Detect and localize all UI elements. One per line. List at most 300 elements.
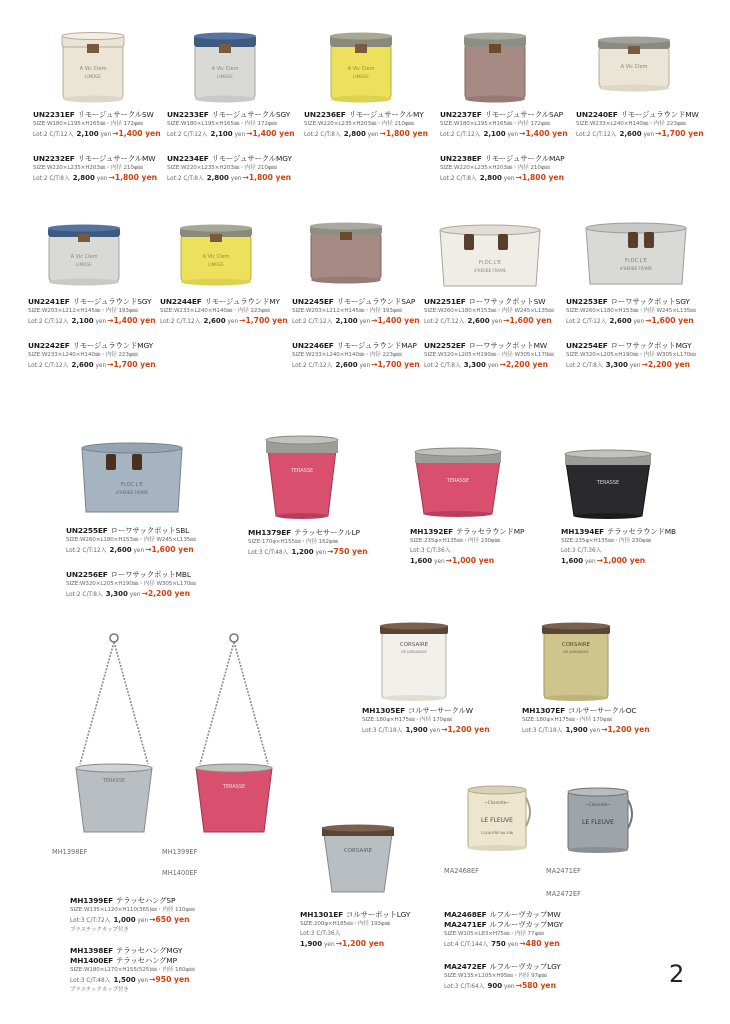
product-photo-mh1307ef — [542, 622, 610, 702]
product-entry: MH1379EF テラッセサークルLP SIZE:170φ×H155㎜・内径 162φ㎜ Lot:3 C/T:48入 1,200 yen→750 yen — [248, 528, 398, 558]
product-size: SIZE:W220×L235×H203㎜・内径 210φ㎜ — [440, 165, 550, 171]
lot-info: Lot:2 C/T:12入 — [566, 319, 607, 325]
product-size: SIZE:W320×L205×H190㎜・内径 W305×L170㎜ — [66, 581, 196, 587]
product-info-group — [304, 110, 454, 140]
product-code: UN2246EF — [292, 341, 334, 350]
product-name: リモージュラウンドMAP — [336, 341, 417, 350]
price-unit: yen — [133, 548, 145, 554]
product-code: UN2255EF — [66, 526, 108, 535]
pot-label: Fr.DC.L'E — [479, 260, 501, 266]
price-unit: yen — [589, 728, 601, 734]
list-price: 2,600 — [619, 130, 642, 138]
product-size: SIZE:235φ×H135㎜・内径 230φ㎜ — [561, 538, 652, 544]
product-entry: UN2233EF リモージュサークルSGY SIZE:W180×L195×H165㎜・内径 172φ㎜ Lot:2 C/T:12入 2,100 yen→1,400 yen — [167, 110, 317, 140]
product-code: UN2241EF — [28, 297, 70, 306]
photo-caption: MH1400EF — [162, 869, 198, 877]
lot-info: Lot:2 C/T:8入 — [424, 363, 461, 369]
lot-info: Lot:3 C/T:36入 — [561, 548, 602, 554]
product-entry: UN2246EF リモージュラウンドMAP SIZE:W233×L240×H140㎜・内径 223φ㎜ Lot:2 C/T:12入 2,600 yen→1,700 yen — [292, 341, 442, 371]
product-info-group — [300, 910, 450, 950]
price-unit: yen — [507, 942, 519, 948]
product-photo-ma2468ef — [462, 782, 534, 854]
list-price: 1,500 — [113, 976, 136, 984]
pot-label: LIMOGE — [76, 262, 92, 267]
product-entry: MH1305EF コルサーサークルW SIZE:180φ×H175㎜・内径 170φ㎜ Lot:3 C/T:18入 1,900 yen→1,200 yen — [362, 706, 512, 736]
product-photo-un2244ef — [180, 224, 252, 286]
product-name: ルフルーヴカップMW — [489, 910, 561, 919]
product-photo-mh1392ef — [414, 448, 502, 518]
product-size: SIZE:180φ×H175㎜・内径 170φ㎜ — [362, 717, 453, 723]
price-unit: yen — [491, 319, 503, 325]
pot-label: ~Charente~ — [484, 800, 510, 805]
pot-label: TERASSE — [446, 478, 470, 484]
list-price: 1,000 — [113, 916, 136, 924]
sale-price: 1,400 yen — [525, 129, 568, 138]
sale-price: 1,600 yen — [509, 316, 552, 325]
product-size: SIZE:W135×L120×H110(365)㎜・内径 110φ㎜ — [70, 907, 195, 913]
list-price: 1,900 — [565, 726, 588, 734]
list-price: 2,600 — [609, 317, 632, 325]
product-size: SIZE:W180×L170×H155(525)㎜・内径 160φ㎜ — [70, 967, 195, 973]
pot-label: LIMOGE — [353, 74, 369, 79]
product-info-group — [167, 110, 317, 184]
product-name: リモージュラウンドMW — [620, 110, 699, 119]
product-name: ルフルーヴカップLGY — [489, 962, 561, 971]
list-price: 1,600 — [410, 557, 433, 565]
pot-label: A Vic Clem — [620, 64, 648, 70]
product-note: プラスチックカップ付き — [70, 987, 129, 993]
price-unit: yen — [487, 363, 499, 369]
product-photo-un2233ef — [194, 32, 256, 102]
product-entry: UN2238EF リモージュサークルMAP SIZE:W220×L235×H203㎜・内径 210φ㎜ Lot:2 C/T:8入 2,800 yen→1,800 yen — [440, 154, 590, 184]
product-code: UN2240EF — [576, 110, 618, 119]
pot-label: A Vic Clem — [211, 66, 239, 72]
product-code: UN2238EF — [440, 154, 482, 163]
sale-price: 1,800 yen — [248, 173, 291, 182]
product-entry: MA2472EF ルフルーヴカップLGY SIZE:W135×L105×H95㎜・内径 97φ㎜ Lot:3 C/T:64入 900 yen→580 yen — [444, 962, 594, 992]
lot-info: Lot:2 C/T:8入 — [66, 592, 103, 598]
product-name: リモージュラウンドSGY — [72, 297, 152, 306]
list-price: 2,800 — [206, 174, 229, 182]
product-entry: UN2253EF ローワサックポットSGY SIZE:W260×L180×H153㎜・内径 W245×L135㎜ Lot:2 C/T:12入 2,600 yen→1,600 yen — [566, 297, 716, 327]
page-number: 2 — [669, 960, 685, 988]
lot-info: Lot:3 C/T:64入 — [444, 984, 485, 990]
pot-label: A Vic Clem — [70, 254, 98, 260]
list-price: 2,100 — [483, 130, 506, 138]
product-name: リモージュサークルMY — [348, 110, 424, 119]
product-code: UN2244EF — [160, 297, 202, 306]
product-entry: MH1398EF テラッセハングMGY MH1400EF テラッセハングMP SIZE:W180×L170×H155(525)㎜・内径 160φ㎜ Lot:3 C/T:48入 1,500 yen→950 yen プラスチックカップ付き — [70, 946, 220, 994]
product-photo-mh1379ef — [264, 436, 340, 520]
product-code: UN2256EF — [66, 570, 108, 579]
price-unit: yen — [429, 728, 441, 734]
product-info-group — [561, 527, 711, 567]
product-size: SIZE:W220×L235×H203㎜・内径 210φ㎜ — [33, 165, 143, 171]
lot-info: Lot:2 C/T:12入 — [33, 132, 74, 138]
sale-price: 1,400 yen — [118, 129, 161, 138]
sale-price: 1,400 yen — [252, 129, 295, 138]
lot-info: Lot:2 C/T:8入 — [33, 176, 70, 182]
product-code: UN2236EF — [304, 110, 346, 119]
product-entry: UN2237EF リモージュサークルSAP SIZE:W180×L195×H165㎜・内径 172φ㎜ Lot:2 C/T:12入 2,100 yen→1,400 yen — [440, 110, 590, 140]
price-unit: yen — [129, 592, 141, 598]
product-code: UN2242EF — [28, 341, 70, 350]
product-entry: MH1392EF テラッセラウンドMP SIZE:235φ×H135㎜・内径 230φ㎜ Lot:3 C/T:36入 1,600 yen→1,000 yen — [410, 527, 560, 567]
sale-price: 1,200 yen — [447, 725, 490, 734]
sale-price: 2,200 yen — [147, 589, 190, 598]
product-photo-un2245ef — [310, 222, 382, 284]
price-unit: yen — [629, 363, 641, 369]
lot-info: Lot:2 C/T:8入 — [167, 176, 204, 182]
lot-info: Lot:3 C/T:48入 — [248, 550, 289, 556]
pot-label: CORSAIRE — [343, 848, 373, 854]
lot-info: Lot:2 C/T:12入 — [292, 319, 333, 325]
product-code: UN2253EF — [566, 297, 608, 306]
list-price: 3,300 — [605, 361, 628, 369]
product-code: MH1305EF — [362, 706, 406, 715]
product-entry: MH1394EF テラッセラウンドMB SIZE:235φ×H135㎜・内径 230φ㎜ Lot:3 C/T:36入 1,600 yen→1,000 yen — [561, 527, 711, 567]
product-size: SIZE:170φ×H155㎜・内径 162φ㎜ — [248, 539, 339, 545]
product-photo-mh1394ef — [564, 450, 652, 520]
pot-label: d'HERBE FRAME — [619, 266, 653, 271]
pot-label: Fr.DC.L'E — [625, 258, 647, 264]
product-size: SIZE:W180×L195×H165㎜・内径 172φ㎜ — [167, 121, 277, 127]
product-info-group — [440, 110, 590, 184]
price-unit: yen — [95, 319, 107, 325]
price-unit: yen — [95, 363, 107, 369]
product-name: ローワサックポットSW — [468, 297, 546, 306]
pot-label: TERASSE — [290, 468, 314, 474]
product-size: SIZE:W203×L212×H145㎜・内径 193φ㎜ — [28, 308, 138, 314]
price-unit: yen — [234, 132, 246, 138]
product-name: コルサーサークルOC — [568, 706, 637, 715]
list-price: 2,600 — [467, 317, 490, 325]
pot-label: ~Charente~ — [585, 802, 611, 807]
product-size: SIZE:W233×L240×H140㎜・内径 223φ㎜ — [28, 352, 138, 358]
sale-price: 1,600 yen — [151, 545, 194, 554]
price-unit: yen — [137, 918, 149, 924]
product-info-group — [28, 297, 178, 371]
product-size: SIZE:W220×L235×H203㎜・内径 210φ㎜ — [304, 121, 414, 127]
lot-info: Lot:2 C/T:12入 — [160, 319, 201, 325]
product-name: ローワサックポットMBL — [110, 570, 191, 579]
pot-label: CLEAUFRE No.198 — [481, 831, 513, 835]
product-entry: MH1301EF コルサーポットLGY SIZE:200φ×H185㎜・内径 193φ㎜ Lot:3 C/T:36入 1,900 yen→1,200 yen — [300, 910, 450, 950]
product-photo-un2251ef — [438, 222, 542, 290]
product-size: SIZE:W260×L180×H153㎜・内径 W245×L135㎜ — [566, 308, 696, 314]
list-price: 2,100 — [335, 317, 358, 325]
pot-label: TERASSE — [596, 480, 620, 486]
product-name: テラッセハングMGY — [116, 946, 183, 955]
list-price: 1,600 — [561, 557, 584, 565]
lot-info: Lot:3 C/T:18入 — [522, 728, 563, 734]
product-photo-un2231ef — [62, 32, 124, 102]
product-code: MH1307EF — [522, 706, 566, 715]
sale-price: 650 yen — [155, 915, 190, 924]
product-entry: MH1307EF コルサーサークルOC SIZE:180φ×H175㎜・内径 170φ㎜ Lot:3 C/T:18入 1,900 yen→1,200 yen — [522, 706, 672, 736]
sale-price: 750 yen — [333, 547, 368, 556]
list-price: 2,800 — [72, 174, 95, 182]
price-unit: yen — [503, 984, 515, 990]
pot-label: A Vic Clem — [347, 66, 375, 72]
pot-label: Fr.DC.L'E — [121, 482, 143, 488]
sale-price: 1,000 yen — [603, 556, 646, 565]
product-name: リモージュラウンドMGY — [72, 341, 154, 350]
product-name: リモージュサークルSW — [77, 110, 154, 119]
product-name: リモージュラウンドSAP — [336, 297, 416, 306]
price-unit: yen — [315, 550, 327, 556]
pot-label: DE JARDINAGE — [563, 650, 589, 654]
product-info-group — [576, 110, 726, 140]
pot-label: d'HERBE FRAME — [115, 490, 149, 495]
product-photo-un2236ef — [330, 32, 392, 102]
product-name: ローワサックポットSGY — [610, 297, 690, 306]
product-name: ローワサックポットMW — [468, 341, 548, 350]
product-name: テラッセサークルLP — [294, 528, 360, 537]
lot-info: Lot:3 C/T:36入 — [300, 931, 341, 937]
sale-price: 1,200 yen — [607, 725, 650, 734]
sale-price: 1,200 yen — [342, 939, 385, 948]
list-price: 2,600 — [109, 546, 132, 554]
list-price: 2,800 — [343, 130, 366, 138]
product-name: ローワサックポットMGY — [610, 341, 692, 350]
list-price: 1,200 — [291, 548, 314, 556]
product-name: リモージュサークルMGY — [211, 154, 292, 163]
price-unit: yen — [434, 559, 445, 565]
price-unit: yen — [585, 559, 596, 565]
sale-price: 1,700 yen — [661, 129, 704, 138]
pot-label: LIMOGE — [208, 262, 224, 267]
price-unit: yen — [507, 132, 519, 138]
lot-info: Lot:2 C/T:8入 — [440, 176, 477, 182]
product-info-group — [410, 527, 560, 567]
list-price: 3,300 — [463, 361, 486, 369]
product-code: UN2251EF — [424, 297, 466, 306]
sale-price: 1,000 yen — [452, 556, 495, 565]
price-unit: yen — [359, 319, 371, 325]
product-entry: UN2231EF リモージュサークルSW SIZE:W180×L195×H165㎜・内径 172φ㎜ Lot:2 C/T:12入 2,100 yen→1,400 yen — [33, 110, 183, 140]
product-size: SIZE:W233×L240×H140㎜・内径 223φ㎜ — [160, 308, 270, 314]
product-code: UN2233EF — [167, 110, 209, 119]
product-code: MH1392EF — [410, 527, 454, 536]
product-code: UN2237EF — [440, 110, 482, 119]
list-price: 750 — [491, 940, 506, 948]
pot-label: TERASSE — [102, 778, 126, 784]
price-unit: yen — [633, 319, 645, 325]
product-size: SIZE:235φ×H135㎜・内径 230φ㎜ — [410, 538, 501, 544]
product-info-group — [424, 297, 574, 371]
list-price: 2,600 — [71, 361, 94, 369]
sale-price: 1,700 yen — [245, 316, 288, 325]
product-name: リモージュサークルMAP — [484, 154, 565, 163]
product-entry: UN2255EF ローワサックポットSBL SIZE:W260×L180×H153㎜・内径 W245×L135㎜ Lot:2 C/T:12入 2,600 yen→1,600 yen — [66, 526, 216, 556]
lot-info: Lot:2 C/T:12入 — [424, 319, 465, 325]
lot-info: Lot:3 C/T:72入 — [70, 918, 111, 924]
product-code: MH1400EF — [70, 956, 114, 965]
lot-info: Lot:2 C/T:12入 — [28, 363, 69, 369]
lot-info: Lot:2 C/T:12入 — [576, 132, 617, 138]
price-unit: yen — [359, 363, 371, 369]
product-name: テラッセハングMP — [116, 956, 177, 965]
product-size: SIZE:W320×L205×H190㎜・内径 W305×L170㎜ — [566, 352, 696, 358]
product-photo-mh1400ef — [186, 632, 282, 838]
price-unit: yen — [367, 132, 379, 138]
product-size: SIZE:W320×L205×H190㎜・内径 W305×L170㎜ — [424, 352, 554, 358]
pot-label: CORSAIRE — [561, 642, 591, 648]
product-size: SIZE:W203×L212×H145㎜・内径 193φ㎜ — [292, 308, 402, 314]
product-code: MH1399EF — [70, 896, 114, 905]
list-price: 2,100 — [210, 130, 233, 138]
sale-price: 950 yen — [155, 975, 190, 984]
sale-price: 1,800 yen — [114, 173, 157, 182]
list-price: 3,300 — [105, 590, 128, 598]
list-price: 2,600 — [335, 361, 358, 369]
photo-caption: MA2472EF — [546, 890, 581, 898]
photo-caption: MA2471EF — [546, 867, 581, 875]
photo-caption: MA2468EF — [444, 867, 479, 875]
price-unit: yen — [503, 176, 515, 182]
list-price: 2,100 — [71, 317, 94, 325]
product-entry: UN2236EF リモージュサークルMY SIZE:W220×L235×H203㎜・内径 210φ㎜ Lot:2 C/T:8入 2,800 yen→1,800 yen — [304, 110, 454, 140]
product-info-group — [362, 706, 512, 736]
lot-info: Lot:3 C/T:36入 — [410, 548, 451, 554]
product-name: コルサーポットLGY — [346, 910, 411, 919]
product-size: SIZE:W180×L195×H165㎜・内径 172φ㎜ — [33, 121, 143, 127]
product-name: リモージュサークルSGY — [211, 110, 291, 119]
sale-price: 1,800 yen — [385, 129, 428, 138]
pot-label: CORSAIRE — [399, 642, 429, 648]
pot-label: LIMOGE — [85, 74, 101, 79]
lot-info: Lot:2 C/T:8入 — [566, 363, 603, 369]
product-photo-mh1398ef — [66, 632, 162, 838]
photo-caption: MH1399EF — [162, 848, 198, 856]
product-name: ルフルーヴカップMGY — [489, 920, 563, 929]
product-info-group — [70, 896, 220, 994]
product-entry: UN2244EF リモージュラウンドMY SIZE:W233×L240×H140㎜・内径 223φ㎜ Lot:2 C/T:12入 2,600 yen→1,700 yen — [160, 297, 310, 327]
product-entry: UN2245EF リモージュラウンドSAP SIZE:W203×L212×H145㎜・内径 193φ㎜ Lot:2 C/T:12入 2,100 yen→1,400 yen — [292, 297, 442, 327]
product-photo-ma2472ef — [566, 784, 638, 854]
pot-label: LE FLEUVE — [481, 817, 513, 824]
product-entry: UN2242EF リモージュラウンドMGY SIZE:W233×L240×H140㎜・内径 223φ㎜ Lot:2 C/T:12入 2,600 yen→1,700 yen — [28, 341, 178, 371]
pot-label: DE JARDINAGE — [401, 650, 427, 654]
product-info-group — [66, 526, 216, 600]
product-size: SIZE:W220×L235×H203㎜・内径 210φ㎜ — [167, 165, 277, 171]
list-price: 2,100 — [76, 130, 99, 138]
product-size: SIZE:W135×L105×H95㎜・内径 97φ㎜ — [444, 973, 548, 979]
product-size: SIZE:W180×L195×H165㎜・内径 172φ㎜ — [440, 121, 550, 127]
product-name: コルサーサークルW — [408, 706, 473, 715]
lot-info: Lot:2 C/T:12入 — [292, 363, 333, 369]
pot-label: LE FLEUVE — [582, 819, 614, 826]
pot-label: d'HERBE FRAME — [473, 268, 507, 273]
sale-price: 1,400 yen — [113, 316, 156, 325]
photo-caption: MH1398EF — [52, 848, 88, 856]
product-code: UN2231EF — [33, 110, 75, 119]
lot-info: Lot:2 C/T:12入 — [167, 132, 208, 138]
product-info-group — [292, 297, 442, 371]
product-code: UN2252EF — [424, 341, 466, 350]
product-entry: UN2234EF リモージュサークルMGY SIZE:W220×L235×H203㎜・内径 210φ㎜ Lot:2 C/T:8入 2,800 yen→1,800 yen — [167, 154, 317, 184]
list-price: 1,900 — [300, 940, 323, 948]
sale-price: 1,700 yen — [113, 360, 156, 369]
product-size: SIZE:W260×L180×H153㎜・内径 W245×L135㎜ — [66, 537, 196, 543]
product-name: ローワサックポットSBL — [110, 526, 190, 535]
lot-info: Lot:3 C/T:18入 — [362, 728, 403, 734]
product-name: リモージュラウンドMY — [204, 297, 280, 306]
product-info-group — [566, 297, 716, 371]
product-entry: UN2252EF ローワサックポットMW SIZE:W320×L205×H190㎜・内径 W305×L170㎜ Lot:2 C/T:8入 3,300 yen→2,200 yen — [424, 341, 574, 371]
product-size: SIZE:200φ×H185㎜・内径 193φ㎜ — [300, 921, 391, 927]
product-name: リモージュサークルMW — [77, 154, 156, 163]
product-info-group — [160, 297, 310, 327]
product-code: MH1301EF — [300, 910, 344, 919]
product-code: UN2254EF — [566, 341, 608, 350]
product-size: SIZE:W260×L180×H153㎜・内径 W245×L135㎜ — [424, 308, 554, 314]
product-entry: MH1399EF テラッセハングSP SIZE:W135×L120×H110(365)㎜・内径 110φ㎜ Lot:3 C/T:72入 1,000 yen→650 yen プラスチックカップ付き — [70, 896, 220, 934]
lot-info: Lot:2 C/T:12入 — [66, 548, 107, 554]
product-code: MH1394EF — [561, 527, 605, 536]
sale-price: 1,400 yen — [377, 316, 420, 325]
product-name: テラッセラウンドMP — [456, 527, 525, 536]
sale-price: 480 yen — [525, 939, 560, 948]
product-note: プラスチックカップ付き — [70, 927, 129, 933]
product-name: テラッセラウンドMB — [607, 527, 676, 536]
product-entry: UN2241EF リモージュラウンドSGY SIZE:W203×L212×H145㎜・内径 193φ㎜ Lot:2 C/T:12入 2,100 yen→1,400 yen — [28, 297, 178, 327]
product-entry: UN2254EF ローワサックポットMGY SIZE:W320×L205×H190㎜・内径 W305×L170㎜ Lot:2 C/T:8入 3,300 yen→2,200 yen — [566, 341, 716, 371]
product-code: UN2234EF — [167, 154, 209, 163]
product-entry: UN2256EF ローワサックポットMBL SIZE:W320×L205×H190㎜・内径 W305×L170㎜ Lot:2 C/T:8入 3,300 yen→2,200 yen — [66, 570, 216, 600]
product-name: テラッセハングSP — [116, 896, 176, 905]
product-code: MH1398EF — [70, 946, 114, 955]
product-photo-un2237ef — [464, 32, 526, 102]
sale-price: 2,200 yen — [505, 360, 548, 369]
lot-info: Lot:2 C/T:12入 — [440, 132, 481, 138]
product-code: UN2245EF — [292, 297, 334, 306]
product-photo-mh1301ef — [320, 824, 396, 896]
product-entry: MA2468EF ルフルーヴカップMW MA2471EF ルフルーヴカップMGY SIZE:W105×L83×H75㎜・内径 77φ㎜ Lot:4 C/T:144入 750 yen→480 yen — [444, 910, 594, 950]
sale-price: 580 yen — [521, 981, 556, 990]
price-unit: yen — [100, 132, 112, 138]
product-entry: UN2240EF リモージュラウンドMW SIZE:W233×L240×H140㎜・内径 223φ㎜ Lot:2 C/T:12入 2,600 yen→1,700 yen — [576, 110, 726, 140]
product-entry: UN2232EF リモージュサークルMW SIZE:W220×L235×H203㎜・内径 210φ㎜ Lot:2 C/T:8入 2,800 yen→1,800 yen — [33, 154, 183, 184]
price-unit: yen — [324, 942, 335, 948]
product-photo-mh1305ef — [380, 622, 448, 702]
product-info-group — [522, 706, 672, 736]
list-price: 2,800 — [479, 174, 502, 182]
price-unit: yen — [643, 132, 655, 138]
product-info-group — [33, 110, 183, 184]
product-name: リモージュサークルSAP — [484, 110, 563, 119]
product-code: MH1379EF — [248, 528, 292, 537]
product-photo-un2253ef — [584, 220, 688, 288]
sale-price: 1,800 yen — [521, 173, 564, 182]
lot-info: Lot:2 C/T:8入 — [304, 132, 341, 138]
product-info-group — [248, 528, 398, 558]
product-size: SIZE:W105×L83×H75㎜・内径 77φ㎜ — [444, 931, 544, 937]
product-size: SIZE:180φ×H175㎜・内径 170φ㎜ — [522, 717, 613, 723]
product-photo-un2240ef — [598, 36, 670, 92]
product-code: MA2468EF — [444, 910, 487, 919]
product-size: SIZE:W233×L240×H140㎜・内径 223φ㎜ — [576, 121, 686, 127]
lot-info: Lot:3 C/T:48入 — [70, 978, 111, 984]
pot-label: LIMOGE — [217, 74, 233, 79]
product-photo-un2255ef — [80, 440, 184, 516]
pot-label: A Vic Clem — [202, 254, 230, 260]
list-price: 2,600 — [203, 317, 226, 325]
product-photo-un2241ef — [48, 224, 120, 286]
product-code: MA2471EF — [444, 920, 487, 929]
product-size: SIZE:W233×L240×H140㎜・内径 223φ㎜ — [292, 352, 402, 358]
